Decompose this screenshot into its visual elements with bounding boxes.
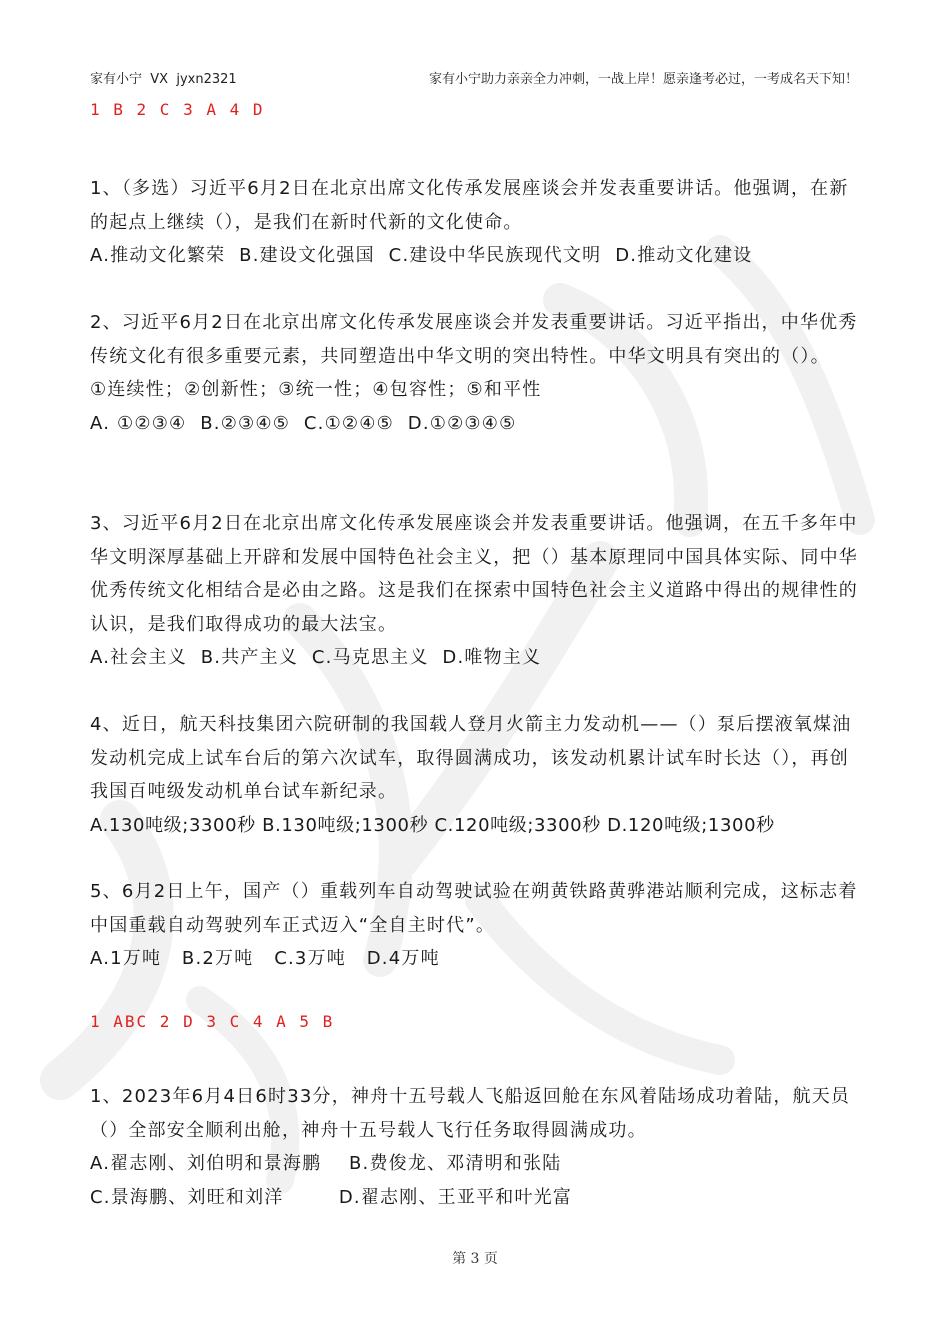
- question-options: A.推动文化繁荣 B.建设文化强国 C.建设中华民族现代文明 D.推动文化建设: [90, 245, 753, 266]
- question-stem: 4、近日，航天科技集团六院研制的我国载人登月火箭主力发动机——（）泵后摆液氧煤油发动机完成上试车台后的第六次试车，取得圆满成功，该发动机累计试车时长达（），再创我国百吨级发动机单台试车新纪录。: [90, 714, 852, 802]
- question-options: A.1万吨 B.2万吨 C.3万吨 D.4万吨: [90, 948, 440, 969]
- question-options: A.翟志刚、刘伯明和景海鹏 B.费俊龙、邓清明和张陆 C.景海鹏、刘旺和刘洋 D.翟志刚、王亚平和叶光富: [90, 1153, 573, 1208]
- question-1: [90, 172, 862, 273]
- page-header: [90, 68, 858, 90]
- answer-key: 1 ABC 2 D 3 C 4 A 5 B: [90, 1012, 335, 1031]
- answer-key: 1 B 2 C 3 A 4 D: [90, 100, 265, 119]
- header-left-text: 家有小宁 VX jyxn2321: [90, 72, 237, 87]
- question-options: A.社会主义 B.共产主义 C.马克思主义 D.唯物主义: [90, 647, 542, 668]
- question-extra: ①连续性；②创新性；③统一性；④包容性；⑤和平性: [90, 379, 542, 400]
- question-stem: 1、（多选）习近平6月2日在北京出席文化传承发展座谈会并发表重要讲话。他强调，在新的起点上继续（），是我们在新时代新的文化使命。: [90, 178, 849, 233]
- page-number: 第 3 页: [452, 1251, 498, 1267]
- question-options: A. ①②③④ B.②③④⑤ C.①②④⑤ D.①②③④⑤: [90, 412, 517, 434]
- question-3: [90, 507, 862, 675]
- question-2: [90, 306, 862, 440]
- question-stem: 1、2023年6月4日6时33分，神舟十五号载人飞船返回舱在东风着陆场成功着陆，航天员（）全部安全顺利出舱，神舟十五号载人飞行任务取得圆满成功。: [90, 1086, 851, 1141]
- question-5: [90, 875, 862, 976]
- question-6: [90, 1080, 862, 1214]
- question-4: [90, 708, 862, 842]
- question-stem: 2、习近平6月2日在北京出席文化传承发展座谈会并发表重要讲话。习近平指出，中华优秀传统文化有很多重要元素，共同塑造出中华文明的突出特性。中华文明具有突出的（）。: [90, 312, 858, 367]
- header-right-text: 家有小宁助力亲亲全力冲刺，一战上岸！愿亲逢考必过，一考成名天下知！: [428, 72, 858, 87]
- question-stem: 3、习近平6月2日在北京出席文化传承发展座谈会并发表重要讲话。他强调，在五千多年中华文明深厚基础上开辟和发展中国特色社会主义，把（）基本原理同中国具体实际、同中华优秀传统文化相结合是必由之路。这是我们在探索中国特色社会主义道路中得出的规律性的认识，是我们取得成功的最大法宝。: [90, 513, 858, 635]
- question-options: A.130吨级;3300秒 B.130吨级;1300秒 C.120吨级;3300秒 D.120吨级;1300秒: [90, 814, 775, 836]
- question-stem: 5、6月2日上午，国产（）重载列车自动驾驶试验在朔黄铁路黄骅港站顺利完成，这标志着中国重载自动驾驶列车正式迈入“全自主时代”。: [90, 881, 858, 936]
